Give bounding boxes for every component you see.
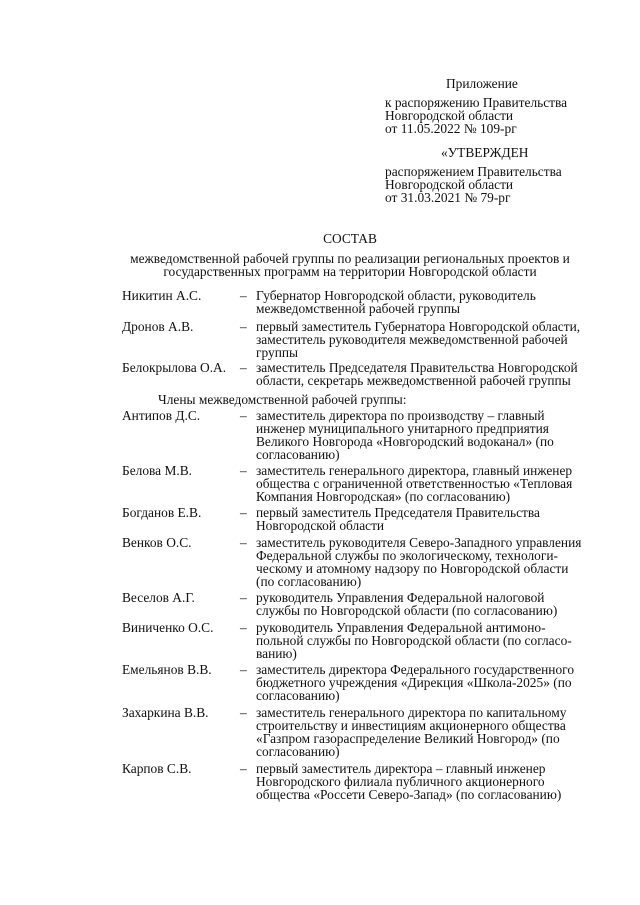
approved-line: Новгородской области [385,177,514,192]
appendix-title: Приложение [446,76,518,91]
approved-line: распоряжением Правительства [385,164,562,179]
person-name: Богданов Е.В. [122,505,202,520]
person-position: Губернатор Новгородской области, руководитель межведомственной рабочей группы [256,288,536,316]
person-position: руководитель Управления Федеральной антимонопольной службы по Новгородской области (по согласованию) [256,620,572,661]
dash-separator: – [240,319,247,334]
person-name: Виниченко О.С. [122,620,214,635]
appendix-line: от 11.05.2022 № 109-рг [385,121,517,136]
person-name: Белова М.В. [122,463,192,478]
dash-separator: – [240,408,247,423]
person-position: руководитель Управления Федеральной налоговой службы по Новгородской области (по согласованию) [256,590,558,618]
dash-separator: – [240,590,247,605]
person-position: первый заместитель Председателя Правительства Новгородской области [256,505,540,533]
person-position: первый заместитель Губернатора Новгородской области, заместитель руководителя межведомственной рабочей группы [256,319,581,360]
person-name: Емельянов В.В. [122,662,212,677]
person-position: заместитель генерального директора по капитальному строительству и инвестициям акционерного общества «Газпром газораспределение Великий Новгород» (по согласованию) [256,705,567,759]
dash-separator: – [240,535,247,550]
dash-separator: – [240,705,247,720]
person-position: заместитель директора по производству – главный инженер муниципального унитарного предприятия Великого Новгорода «Новгородский водоканал» (по согласованию) [256,408,554,462]
person-position: заместитель руководителя Северо-Западного управления Федеральной службы по экологическому, технологическому и атомному надзору по Новгородской области (по согласованию) [256,535,582,589]
person-name: Карпов С.В. [122,761,192,776]
subtitle-line: межведомственной рабочей группы по реализации региональных проектов и [130,251,570,266]
dash-separator: – [240,761,247,776]
approved-line: от 31.03.2021 № 79-рг [385,190,511,205]
dash-separator: – [240,662,247,677]
person-name: Антипов Д.С. [122,408,201,423]
person-name: Дронов А.В. [122,319,194,334]
person-name: Венков О.С. [122,535,192,550]
person-position: заместитель директора Федерального государственного бюджетного учреждения «Дирекция «Школа-2025» (по согласованию) [256,662,575,703]
appendix-line: Новгородской области [385,108,514,123]
page-title: СОСТАВ [323,231,377,246]
dash-separator: – [240,620,247,635]
members-heading: Члены межведомственной рабочей группы: [158,392,407,407]
appendix-line: к распоряжению Правительства [385,95,568,110]
person-name: Белокрылова О.А. [122,360,227,375]
person-name: Никитин А.С. [122,288,202,303]
approved-title: «УТВЕРЖДЕН [441,145,529,160]
dash-separator: – [240,463,247,478]
person-position: заместитель Председателя Правительства Новгородской области, секретарь межведомственной рабочей группы [256,360,578,388]
dash-separator: – [240,505,247,520]
person-name: Веселов А.Г. [122,590,195,605]
person-position: первый заместитель директора – главный инженер Новгородского филиала публичного акционерного общества «Россети Северо-Запад» (по согласованию) [256,761,562,802]
dash-separator: – [240,360,247,375]
subtitle-line: государственных программ на территории Новгородской области [163,264,537,279]
dash-separator: – [240,288,247,303]
person-position: заместитель генерального директора, главный инженер общества с ограниченной ответственностью «Тепловая Компания Новгородская» (по согласованию) [256,463,573,504]
person-name: Захаркина В.В. [122,705,209,720]
